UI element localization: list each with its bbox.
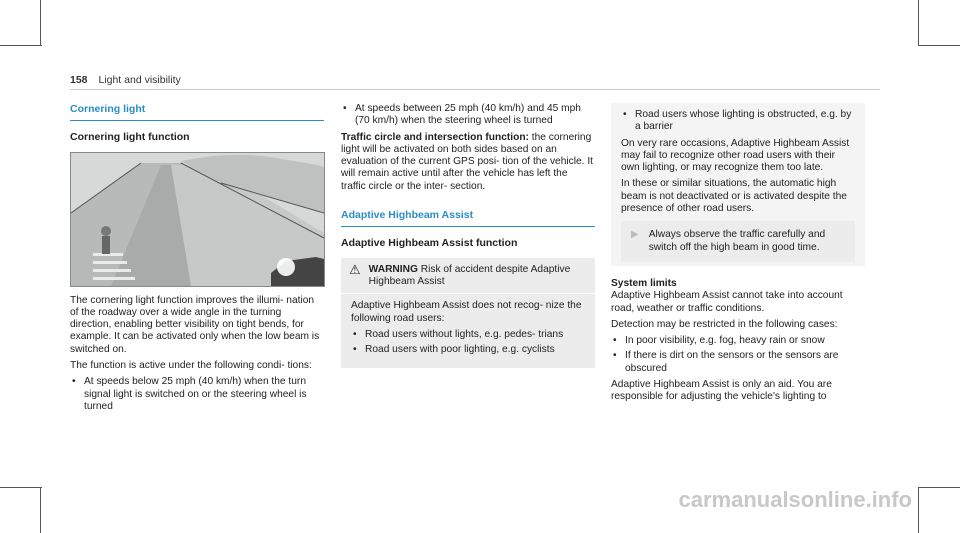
subsection-title: Adaptive Highbeam Assist function [341,237,518,250]
page-header [70,74,181,86]
column-1 [70,103,324,417]
list-item: • Road users whose lighting is obstructed, e.g. by a barrier [621,109,855,134]
list-item: • If there is dirt on the sensors or the sensors are obscured [611,350,865,375]
paragraph: In these or similar situations, the automatic high beam is not deactivated or is activated despite the presence of other road users. [621,178,847,215]
crop-mark [918,45,960,46]
column-3 [611,103,865,408]
limits-list [611,335,865,375]
list-item: • Road users without lights, e.g. pedes- trians [351,329,585,341]
crop-mark [0,487,42,488]
subsection-title: Cornering light function [70,131,190,144]
paragraph: On very rare occasions, Adaptive Highbeam Assist may fail to recognize other road users with their own lighting, or may recognize them too late. [621,137,850,174]
warning-list [621,109,855,134]
conditions-list [341,103,595,128]
list-item: • At speeds below 25 mph (40 km/h) when the turn signal light is switched on or the steering wheel is turned [70,376,324,413]
paragraph: Detection may be restricted in the following cases: [611,318,838,330]
arrow-right-icon: ▶ [631,229,639,241]
traffic-circle-text: the cornering light will be activated on both sides based on an evaluation of the current GPS posi- tion of the vehicle. It will remain active until after the vehicle has left the traffic circle or the inter- section. [341,131,593,192]
crop-mark [40,0,41,46]
paragraph: Adaptive Highbeam Assist cannot take into account road, weather or traffic conditions. [611,290,843,314]
crop-mark [918,0,919,46]
watermark: carmanualsonline.info [678,487,912,512]
warning-title: Risk of accident despite Adaptive Highbeam Assist [368,263,571,287]
list-item: • In poor visibility, e.g. fog, heavy rain or snow [611,335,865,347]
conditions-list [70,376,324,413]
crop-mark [0,45,42,46]
list-item: • At speeds between 25 mph (40 km/h) and 45 mph (70 km/h) when the steering wheel is turned [341,103,595,128]
traffic-circle-label: Traffic circle and intersection function: [341,131,529,143]
cornering-light-illustration [70,152,325,287]
paragraph: The function is active under the following condi- tions: [70,360,312,372]
column-2 [341,103,595,368]
warning-list [351,329,585,357]
paragraph: Adaptive Highbeam Assist does not recog- nize the following road users: [351,300,582,324]
section-name: Light and visibility [98,74,181,86]
page-number: 158 [70,74,88,86]
warning-heading-text [369,264,587,289]
warning-header [341,258,595,295]
list-item: • Road users with poor lighting, e.g. cyclists [351,344,585,356]
crop-mark [918,487,960,488]
section-divider [70,120,324,121]
section-divider [341,226,595,227]
crop-mark [918,487,919,533]
note-text: Always observe the traffic carefully and switch off the high beam in good time. [648,229,826,253]
warning-label: WARNING [368,263,418,275]
system-limits-title: System limits [611,277,677,289]
header-divider [70,89,880,90]
section-title-cornering: Cornering light [70,103,146,115]
paragraph [341,132,595,193]
note-box [621,221,855,262]
paragraph: The cornering light function improves the illumi- nation of the roadway over a wide angle in the turning direction, enabling better visibility on tight bends, for example. It can be activated only when the low beam is switched on. [70,294,320,355]
warning-triangle-icon: ⚠ [349,261,361,277]
crop-mark [40,487,41,533]
continued-warning [611,103,865,266]
section-title-highbeam: Adaptive Highbeam Assist [341,209,474,222]
warning-body [341,294,595,368]
warning-box [341,258,595,369]
paragraph: Adaptive Highbeam Assist is only an aid. You are responsible for adjusting the vehicle's lighting to [611,379,832,403]
